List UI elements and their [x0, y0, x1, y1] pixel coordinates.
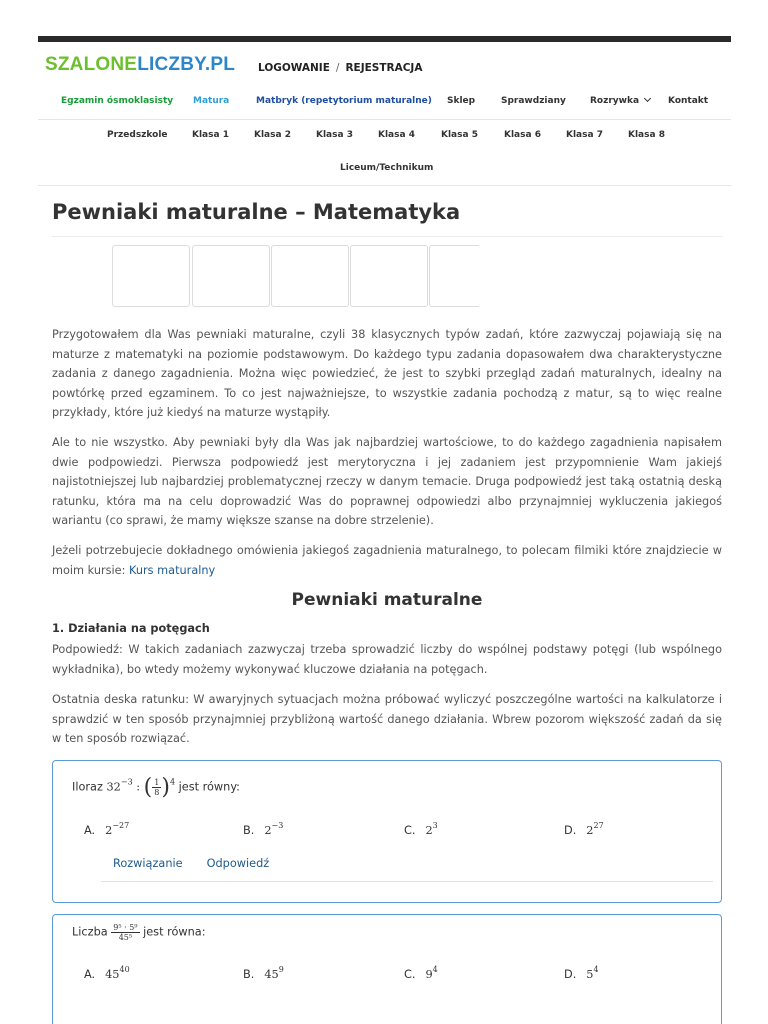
nav-klasa-7[interactable]: Klasa 7 — [566, 130, 603, 140]
answer-option-c[interactable]: C. $9^4$ — [404, 965, 438, 981]
site-logo[interactable]: SZALONELICZBY.PL — [45, 54, 236, 75]
nav-sprawdziany[interactable]: Sprawdziany — [501, 96, 566, 106]
answer-option-c[interactable]: C. $2^3$ — [404, 821, 438, 837]
nav-klasa-5[interactable]: Klasa 5 — [441, 130, 478, 140]
auth-links: LOGOWANIE / REJESTRACJA — [258, 62, 423, 74]
nav-rozrywka[interactable]: Rozrywka — [590, 96, 650, 106]
nav-kontakt[interactable]: Kontakt — [668, 96, 709, 106]
nav-sklep[interactable]: Sklep — [447, 96, 476, 106]
site-header — [38, 42, 731, 186]
header-bottom-divider — [38, 185, 731, 186]
login-link[interactable]: LOGOWANIE — [258, 62, 330, 74]
nav-klasa-3[interactable]: Klasa 3 — [316, 130, 353, 140]
chevron-down-icon — [644, 95, 651, 102]
tab-solution[interactable]: Rozwiązanie — [113, 857, 183, 870]
share-button[interactable] — [350, 245, 428, 307]
task-tabs — [113, 857, 293, 870]
hint-paragraph: Podpowiedź: W takich zadaniach zazwyczaj trzeba sprowadzić liczby do wspólnej podstawy potęgi (lub wspólnego wykładnika), bo wtedy możemy wykonywać kluczowe działania na potęgach. — [52, 643, 722, 676]
share-button[interactable] — [192, 245, 270, 307]
topic-title: 1. Działania na potęgach — [52, 622, 210, 635]
nav-klasa-4[interactable]: Klasa 4 — [378, 130, 415, 140]
page-title: Pewniaki maturalne – Matematyka — [52, 200, 461, 224]
course-link[interactable]: Kurs maturalny — [129, 563, 216, 577]
intro-paragraph-2: Ale to nie wszystko. Aby pewniaki były dla Was jak najbardziej wartościowe, to do każdego zagadnienia napisałem dwie podpowiedzi. Pierwsza podpowiedź jest merytoryczna i jej zadaniem jest przypomnienie Wam jakiejś najistotniejszej lub najbardziej problematycznej rzeczy w danym temacie. Druga podpowiedź jest taką ostatnią deską ratunku, która ma na celu doprowadzić Was do poprawnej odpowiedzi albo przynajmniej wykluczenia jakiegoś wariantu (co sprawi, że mamy większe szanse na dobre strzelenie). — [52, 436, 722, 527]
share-button[interactable] — [429, 245, 479, 307]
task-question: Iloraz $32^{-3}$ : ( $\frac{1}{8}$ )$^4$ jest równy: — [72, 775, 240, 800]
title-divider — [52, 236, 722, 237]
nav-divider — [38, 119, 731, 120]
last-resort-paragraph: Ostatnia deska ratunku: W awaryjnych sytuacjach można próbować wyliczyć poszczególne wartości na kalkulatorze i sprawdzić w ten sposób przynajmniej przybliżoną wartość danego działania. Wbrew pozorom większość zadań da się w ten sposób rozwiązać. — [52, 693, 722, 745]
answer-option-a[interactable]: A. $2^{-27}$ — [84, 821, 130, 837]
tabs-divider — [101, 881, 713, 882]
task-card-2 — [52, 914, 722, 1024]
task-question: Liczba $\frac{\text{9⁵ · 5⁹}}{\text{45⁵}}$ jest równa: — [72, 923, 206, 942]
register-link[interactable]: REJESTRACJA — [345, 62, 423, 74]
primary-nav — [38, 96, 731, 120]
answer-option-a[interactable]: A. $45^{40}$ — [84, 965, 130, 981]
nav-klasa-6[interactable]: Klasa 6 — [504, 130, 541, 140]
answer-option-b[interactable]: B. $2^{-3}$ — [243, 821, 284, 837]
nav-egzamin-osmoklasisty[interactable]: Egzamin ósmoklasisty — [61, 96, 174, 106]
nav-klasa-1[interactable]: Klasa 1 — [192, 130, 229, 140]
task-card-1 — [52, 760, 722, 903]
answer-option-d[interactable]: D. $2^{27}$ — [564, 821, 604, 837]
section-heading: Pewniaki maturalne — [291, 590, 483, 610]
nav-matbryk[interactable]: Matbryk (repetytorium maturalne) — [256, 96, 432, 106]
intro-paragraph-3: Jeżeli potrzebujecie dokładnego omówienia jakiegoś zagadnienia maturalnego, to polecam filmiki które znajdziecie w moim kursie: Kurs maturalny — [52, 544, 722, 577]
answer-option-d[interactable]: D. $5^4$ — [564, 965, 599, 981]
share-button[interactable] — [112, 245, 190, 307]
nav-klasa-2[interactable]: Klasa 2 — [254, 130, 291, 140]
nav-liceum-technikum[interactable]: Liceum/Technikum — [340, 163, 434, 173]
intro-paragraph-1: Przygotowałem dla Was pewniaki maturalne, czyli 38 klasycznych typów zadań, które zazwyczaj pojawiają się na maturze z matematyki na poziomie podstawowym. Do każdego typu zadania dopasowałem dwa charakterystyczne zadania z danego zagadnienia. Można więc powiedzieć, że jest to szybki przegląd zadań maturalnych, idealny na powtórkę przed egzaminem. To co jest najważniejsze, to wszystkie zadania pochodzą z matur, są to więc realne przykłady, które już kiedyś na maturze wystąpiły. — [52, 328, 722, 419]
share-buttons — [112, 245, 479, 307]
nav-matura[interactable]: Matura — [193, 96, 230, 106]
share-button[interactable] — [271, 245, 349, 307]
answer-option-b[interactable]: B. $45^9$ — [243, 965, 284, 981]
tab-answer[interactable]: Odpowiedź — [206, 857, 270, 870]
nav-przedszkole[interactable]: Przedszkole — [107, 130, 168, 140]
nav-klasa-8[interactable]: Klasa 8 — [628, 130, 665, 140]
